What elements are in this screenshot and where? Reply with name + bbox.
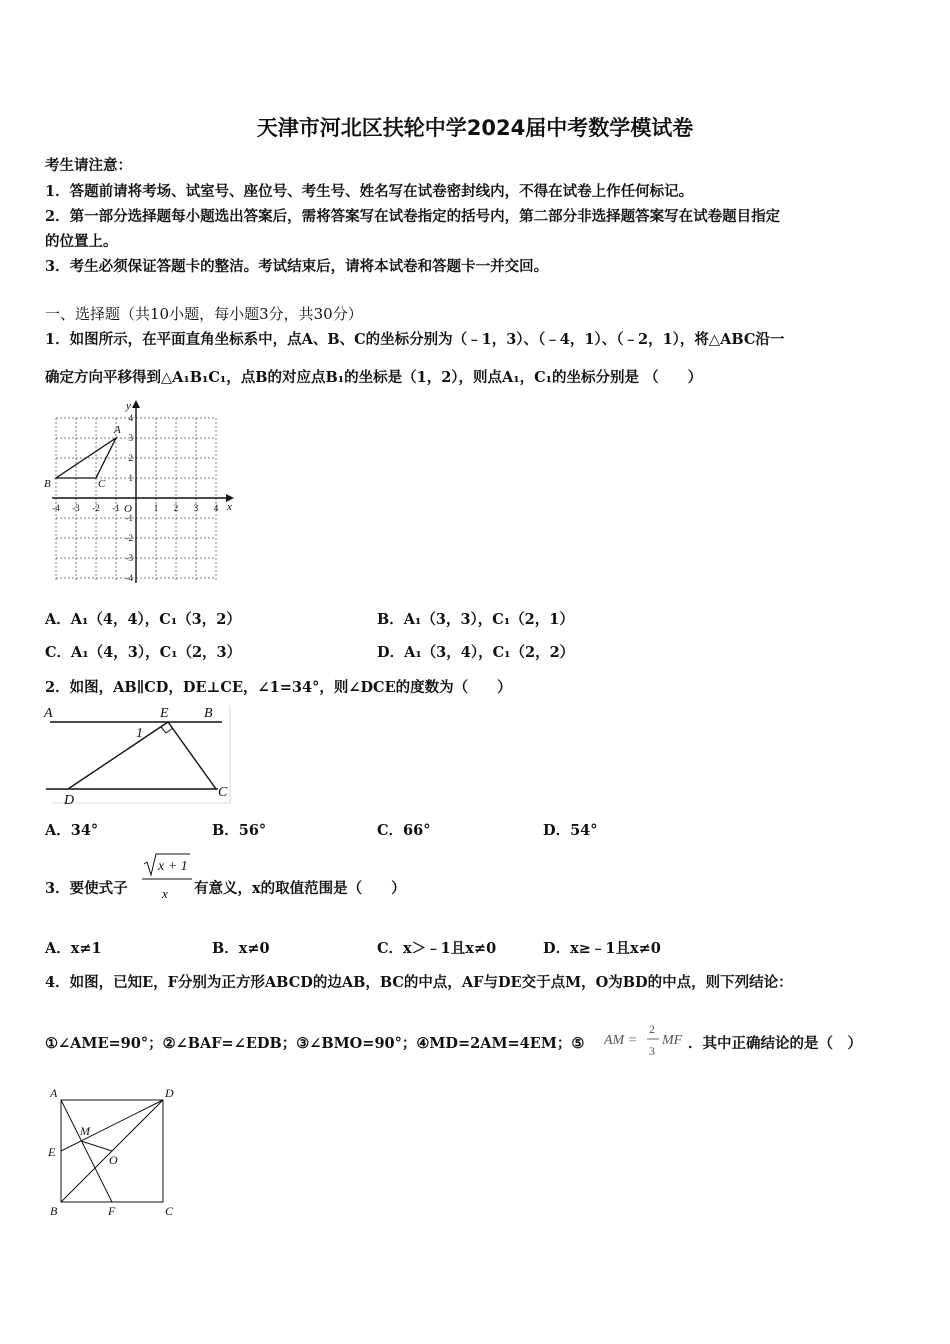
q3-option-c[interactable]: C．x＞﹣1且x≠0 [377,940,497,957]
q3-option-a[interactable]: A．x≠1 [45,940,102,957]
x-axis-label: x [227,501,232,513]
y-tick: 2 [128,453,133,463]
q1-coordinate-figure [42,395,242,590]
point-f-label: F [108,1204,116,1218]
q1-option-c[interactable]: C．A₁（4，3），C₁（2，3） [45,644,242,661]
q4-fraction [604,1018,688,1062]
angle-1-label: 1 [136,726,143,741]
point-d-label: D [64,793,75,808]
vertex-a-label: A [50,1086,58,1100]
q3-fraction [138,850,194,904]
q3-suffix: 有意义，x的取值范围是（ ） [194,880,406,897]
q1-option-a[interactable]: A．A₁（4，4），C₁（3，2） [45,611,241,628]
x-tick: 3 [193,503,199,513]
notice-line-2a: 2．第一部分选择题每小题选出答案后，需将答案写在试卷指定的括号内，第二部分非选择题答案写在试卷题目指定 [45,208,781,225]
q2-option-c[interactable]: C．66° [377,822,431,839]
x-tick: -1 [112,503,120,513]
y-tick: -3 [125,553,133,563]
q4-square-figure [44,1083,184,1219]
q1-option-d[interactable]: D．A₁（3，4），C₁（2，2） [377,644,575,661]
x-tick: 1 [153,503,159,513]
x-tick: -3 [72,503,80,513]
x-tick: -2 [92,503,100,513]
q4-fraction-rhs: MF [662,1033,683,1048]
q1-option-b[interactable]: B．A₁（3，3），C₁（2，1） [377,611,574,628]
vertex-b-label: B [50,1204,58,1218]
q2-option-b[interactable]: B．56° [212,822,267,839]
point-a-label: A [114,424,121,436]
q4-line-1: 4．如图，已知E，F分别为正方形ABCD的边AB，BC的中点，AF与DE交于点M，O为BD的中点，则下列结论： [45,974,793,991]
q3-denominator: x [162,886,168,901]
q1-line-2: 确定方向平移得到△A₁B₁C₁，点B的对应点B₁的坐标是（1，2），则点A₁，C₁的坐标分别是 （ ） [45,369,703,386]
q1-line-1: 1．如图所示，在平面直角坐标系中，点A、B、C的坐标分别为（﹣1，3）、（﹣4，1）、（﹣2，1），将△ABC沿一 [45,331,785,348]
y-tick: 3 [128,433,133,443]
point-o-label: O [109,1153,118,1167]
y-tick: 1 [128,473,133,483]
y-tick: -2 [125,533,133,543]
notice-heading: 考生请注意： [45,157,132,174]
q4-fraction-denominator: 3 [649,1044,655,1058]
y-tick: -4 [125,573,133,583]
q2-figure [42,700,234,808]
q2-stem: 2．如图，AB∥CD，DE⊥CE，∠1=34°，则∠DCE的度数为（ ） [45,679,512,696]
point-e-label: E [48,1145,56,1159]
notice-line-2b: 的位置上。 [45,233,118,250]
q4-fraction-numerator: 2 [649,1022,655,1036]
q3-option-d[interactable]: D．x≥﹣1且x≠0 [543,940,661,957]
point-b-label: B [204,706,213,721]
notice-line-3: 3．考生必须保证答题卡的整洁。考试结束后，请将本试卷和答题卡一并交回。 [45,258,549,275]
q4-line-2a: ①∠AME=90°；②∠BAF=∠EDB；③∠BMO=90°；④MD=2AM=4EM；⑤ [45,1035,585,1052]
point-a-label: A [44,706,53,721]
y-tick: -1 [125,513,133,523]
q4-line-2b: ．其中正确结论的是（ ） [688,1035,862,1052]
vertex-c-label: C [165,1204,174,1218]
x-tick: -4 [52,503,60,513]
vertex-d-label: D [165,1086,174,1100]
point-c-label: C [98,478,106,490]
q2-option-d[interactable]: D．54° [543,822,598,839]
section-heading: 一、选择题（共10小题，每小题3分，共30分） [45,305,363,323]
y-axis-label: y [126,400,131,412]
point-e-label: E [160,706,169,721]
x-tick: 2 [173,503,179,513]
point-b-label: B [44,478,51,490]
q2-option-a[interactable]: A．34° [45,822,99,839]
x-tick: 4 [213,503,219,513]
point-c-label: C [218,785,228,800]
y-tick: 4 [128,413,133,423]
page-title: 天津市河北区扶轮中学2024届中考数学模试卷 [256,116,694,140]
notice-line-1: 1．答题前请将考场、试室号、座位号、考生号、姓名写在试卷密封线内，不得在试卷上作任何标记。 [45,183,694,200]
q3-prefix: 3．要使式子 [45,880,128,897]
origin-label: O [124,503,132,515]
q4-fraction-lhs: AM = [604,1033,638,1048]
point-m-label: M [80,1124,90,1138]
q3-option-b[interactable]: B．x≠0 [212,940,270,957]
q3-numerator: x + 1 [158,859,188,874]
